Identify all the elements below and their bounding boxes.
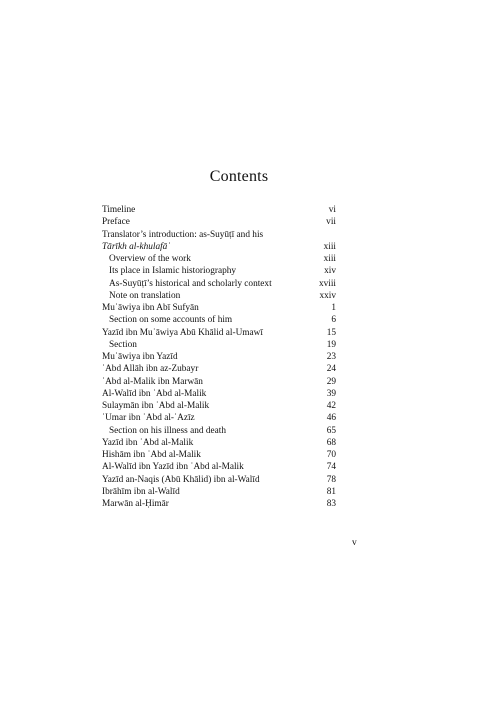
toc-entry-label: Translator’s introduction: as-Suyūṭī and his	[102, 229, 264, 240]
toc-entry-page-number: 6	[331, 315, 336, 326]
toc-entry	[102, 229, 336, 241]
toc-entry-page-number: 19	[326, 339, 336, 350]
toc-entry-label: Sulaymān ibn ʿAbd al-Malik	[102, 401, 210, 411]
toc-entry-page-number: xiii	[323, 254, 336, 264]
toc-subentry	[102, 425, 336, 437]
toc-entry	[102, 327, 336, 339]
toc-entry-label: Yazīd ibn ʿAbd al-Malik	[102, 437, 194, 448]
toc-entry-page-number: 68	[326, 437, 336, 448]
toc-subentry	[102, 339, 336, 351]
toc-entry-label: Yazīd ibn Muʿāwiya Abū Khālid al-Umawī	[102, 327, 263, 338]
toc-entry	[102, 449, 336, 461]
toc-entry	[102, 498, 336, 510]
toc-entry-label: Note on translation	[109, 290, 181, 301]
toc-entry	[102, 351, 336, 363]
toc-entry-page-number: 42	[326, 401, 336, 411]
toc-entry-page-number: xiii	[323, 241, 336, 252]
toc-entry-label: As-Suyūṭī’s historical and scholarly context	[109, 278, 272, 289]
toc-entry	[102, 486, 336, 498]
toc-entry-label: Ibrāhīm ibn al-Walīd	[102, 486, 180, 497]
toc-entry-page-number: vi	[328, 205, 336, 215]
toc-entry-page-number: xxiv	[319, 290, 336, 301]
toc-entry-page-number: 15	[326, 327, 336, 338]
toc-subentry	[102, 290, 336, 302]
toc-entry-page-number: 1	[331, 303, 336, 313]
toc-entry-label: Overview of the work	[109, 254, 191, 264]
toc-entry-page-number: 24	[326, 364, 336, 375]
toc-entry-label: ʿAbd al-Malik ibn Marwān	[102, 376, 203, 387]
toc-entry	[102, 400, 336, 412]
toc-entry	[102, 204, 336, 216]
toc-entry	[102, 216, 336, 228]
page-title: Contents	[209, 168, 269, 185]
toc-entry-label: Tārīkh al-khulafāʾ	[102, 241, 171, 252]
toc-entry-page-number: 39	[326, 388, 336, 399]
toc-entry	[102, 437, 336, 449]
toc-entry	[102, 412, 336, 424]
toc-entry	[102, 241, 336, 253]
page-number: v	[352, 538, 357, 548]
toc-entry-label: Section on his illness and death	[109, 425, 226, 436]
toc-entry-page-number: 29	[326, 376, 336, 387]
toc-entry	[102, 376, 336, 388]
toc-entry	[102, 388, 336, 400]
toc-entry-label: Muʿāwiya ibn Abī Sufyān	[102, 303, 199, 313]
toc-entry-label: Section on some accounts of him	[109, 315, 233, 326]
toc-entry-page-number: vii	[326, 217, 336, 228]
toc-entry-page-number: xviii	[318, 278, 336, 289]
toc-entry-page-number: 23	[326, 352, 336, 362]
toc-entry-label: ʿUmar ibn ʿAbd al-ʿAzīz	[102, 413, 195, 424]
toc-entry-page-number: 78	[326, 474, 336, 485]
toc-entry	[102, 302, 336, 314]
toc-entry-label: Al-Walīd ibn Yazīd ibn ʿAbd al-Malik	[102, 462, 244, 473]
toc-entry-page-number: 81	[326, 486, 336, 497]
toc-entry-page-number: 83	[326, 499, 336, 509]
toc-subentry	[102, 265, 336, 277]
toc-entry-label: Its place in Islamic historiography	[109, 266, 237, 277]
toc-subentry	[102, 314, 336, 326]
toc-entry	[102, 474, 336, 486]
toc-entry-label: Muʿāwiya ibn Yazīd	[102, 352, 178, 362]
toc-entry-page-number: 46	[326, 413, 336, 424]
table-of-contents	[102, 204, 336, 510]
toc-entry	[102, 461, 336, 473]
toc-entry-page-number: 70	[326, 450, 336, 460]
toc-entry-label: Marwān al-Ḥimār	[102, 499, 169, 509]
toc-entry-label: Section	[109, 339, 137, 350]
toc-subentry	[102, 253, 336, 265]
toc-subentry	[102, 278, 336, 290]
toc-entry-label: Al-Walīd ibn ʿAbd al-Malik	[102, 388, 207, 399]
toc-entry-page-number: 74	[326, 462, 336, 473]
toc-entry	[102, 363, 336, 375]
toc-entry-label: Timeline	[102, 205, 136, 215]
toc-entry-page-number: 65	[326, 425, 336, 436]
toc-entry-label: Preface	[102, 217, 130, 228]
toc-entry-page-number: xiv	[324, 266, 336, 277]
toc-entry-label: Yazīd an-Naqis (Abū Khālid) ibn al-Walīd	[102, 474, 260, 485]
toc-entry-label: Hishām ibn ʿAbd al-Malik	[102, 450, 201, 460]
toc-entry-label: ʿAbd Allāh ibn az-Zubayr	[102, 364, 199, 375]
